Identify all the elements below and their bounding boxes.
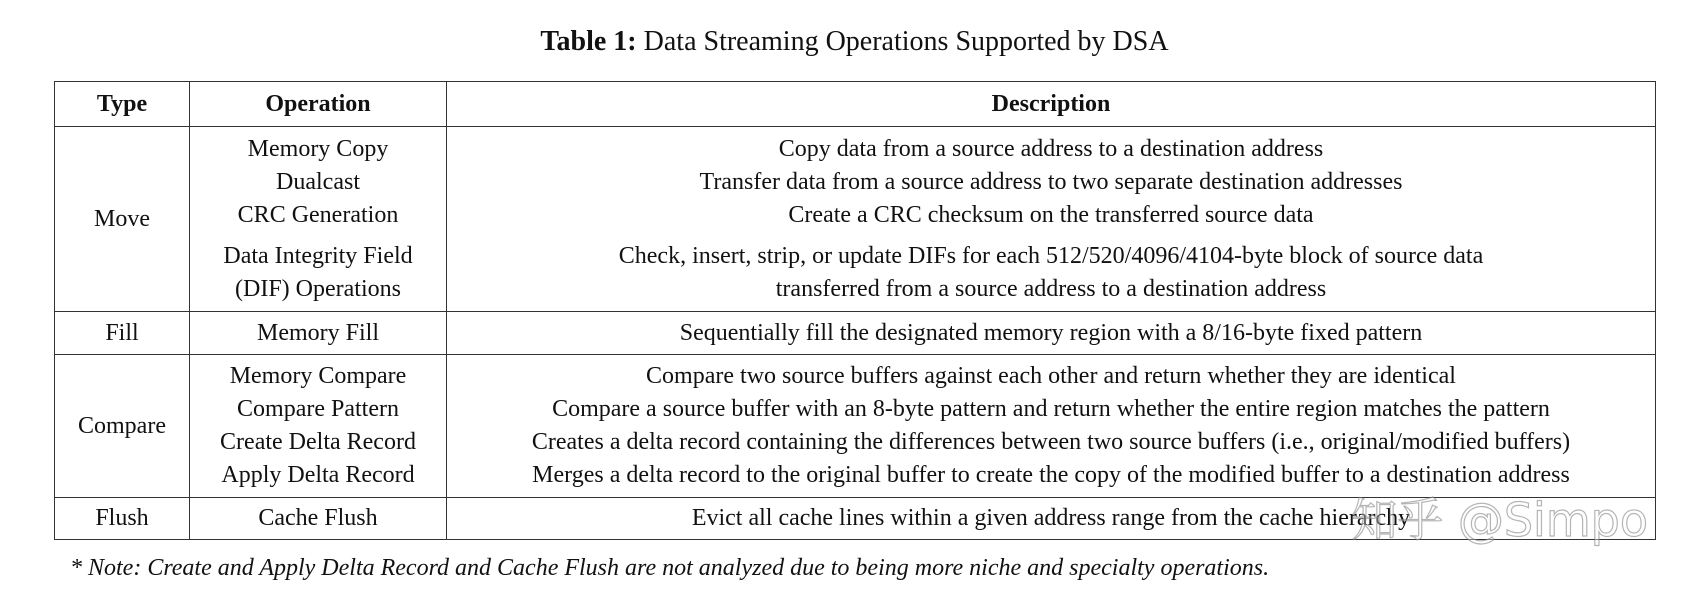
type-cell: Move [55, 127, 190, 312]
description-text: Create a CRC checksum on the transferred source data [788, 201, 1314, 228]
table-footnote: * Note: Create and Apply Delta Record and Cache Flush are not analyzed due to being more niche and specialty operations. [70, 555, 1270, 581]
description-text: Compare a source buffer with an 8-byte pattern and return whether the entire region matches the pattern [552, 396, 1550, 422]
operation-cell [190, 498, 447, 540]
description-text: Transfer data from a source address to two separate destination addresses [699, 168, 1403, 195]
operation-cell [190, 355, 447, 498]
description-cell [447, 127, 1656, 312]
table-header-row [55, 82, 1656, 127]
watermark: 知乎 @Simpo [1351, 493, 1648, 547]
header-type: Type [55, 82, 190, 127]
header-description: Description [447, 82, 1656, 127]
table-caption-label: Table 1: [540, 26, 637, 57]
operation-name: Compare Pattern [237, 396, 399, 422]
description-cell [447, 355, 1656, 498]
description-text: Sequentially fill the designated memory region with a 8/16-byte fixed pattern [679, 319, 1423, 346]
operations-table [54, 81, 1656, 540]
description-text: transferred from a source address to a destination address [775, 275, 1327, 302]
operation-cell [190, 127, 447, 312]
header-operation: Operation [190, 82, 447, 127]
operation-name: Cache Flush [258, 505, 378, 531]
type-cell: Flush [55, 498, 190, 540]
operation-name: Create Delta Record [220, 429, 416, 455]
operation-name: Memory Compare [229, 363, 407, 389]
description-text: Check, insert, strip, or update DIFs for each 512/520/4096/4104-byte block of source data [618, 242, 1484, 269]
operation-name: Data Integrity Field [223, 242, 413, 269]
operation-cell [190, 312, 447, 355]
operation-name: Memory Fill [256, 319, 379, 346]
operation-name: Dualcast [276, 168, 360, 195]
description-text: Copy data from a source address to a destination address [778, 135, 1324, 162]
table-caption [54, 24, 1655, 60]
type-cell: Compare [55, 355, 190, 498]
operation-name: Apply Delta Record [221, 462, 415, 488]
description-text: Compare two source buffers against each other and return whether they are identical [646, 363, 1456, 389]
description-text: Merges a delta record to the original buffer to create the copy of the modified buffer to a destination address [532, 462, 1570, 488]
table-row [55, 127, 1656, 312]
table-row [55, 355, 1656, 498]
table-caption-text: Data Streaming Operations Supported by DSA [643, 26, 1169, 57]
table-row [55, 312, 1656, 355]
type-cell: Fill [55, 312, 190, 355]
description-cell [447, 312, 1656, 355]
operation-name: Memory Copy [247, 135, 389, 162]
description-text: Creates a delta record containing the differences between two source buffers (i.e., original/modified buffers) [531, 429, 1571, 455]
operation-name: CRC Generation [237, 201, 399, 228]
operation-name: (DIF) Operations [235, 275, 401, 302]
description-text: Evict all cache lines within a given address range from the cache hierarchy [691, 505, 1411, 531]
